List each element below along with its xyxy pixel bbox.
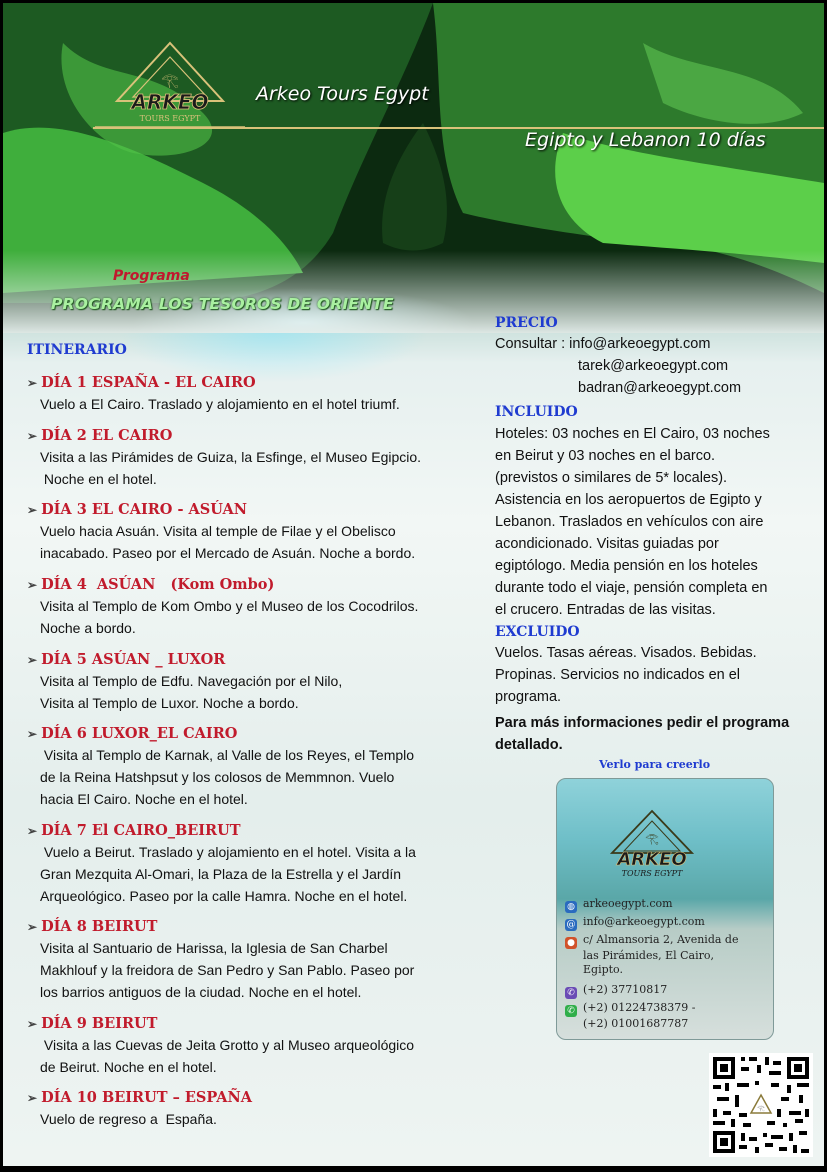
day-title: ➢ DÍA 10 BEIRUT – ESPAÑA — [27, 1089, 252, 1106]
brochure-page — [3, 3, 824, 1166]
programa-name: PROGRAMA LOS TESOROS DE ORIENTE — [51, 295, 394, 313]
svg-text:ARKEO: ARKEO — [617, 849, 687, 870]
arrow-icon: ➢ — [27, 503, 38, 517]
day-text: Visita al Templo de Edfu. Navegación por el Nilo, Visita al Templo de Luxor. Noche a bordo. — [40, 673, 343, 711]
globe-icon: ◍ — [565, 901, 577, 913]
excluido-text: Vuelos. Tasas aéreas. Visados. Bebidas. Propinas. Servicios no indicados en el programa. — [495, 645, 757, 705]
arkeo-logo — [95, 39, 245, 131]
at-icon: @ — [566, 920, 576, 930]
incluido-text: Hoteles: 03 noches en El Cairo, 03 noches en Beirut y 03 noches en el barco. (previstos o similares de 5* locales). Asistencia en los aeropuertos de Egipto y Lebanon. Traslados en vehículos con aire acondicionado. Visitas guiadas por egiptólogo. Media pensión en los hoteles durante todo el viaje, pensión completa en el crucero. Entradas de las visitas. — [495, 426, 770, 618]
svg-text:𓂀: 𓂀 — [757, 1105, 765, 1112]
day-title: ➢ DÍA 5 ASÚAN _ LUXOR — [27, 651, 226, 668]
day-title: ➢ DÍA 7 El CAIRO_BEIRUT — [27, 822, 241, 839]
precio-heading: PRECIO — [495, 315, 558, 331]
day-text: Vuelo de regreso a España. — [40, 1111, 217, 1127]
programa-label: Programa — [113, 268, 190, 284]
day-4 — [27, 575, 497, 639]
precio-consult — [495, 336, 710, 352]
arrow-icon: ➢ — [27, 1091, 38, 1105]
svg-text:𓂀: 𓂀 — [645, 832, 659, 845]
svg-text:𓂀: 𓂀 — [161, 73, 179, 89]
day-text: Vuelo a El Cairo. Traslado y alojamiento en el hotel triumf. — [40, 396, 400, 412]
day-text: Visita al Santuario de Harissa, la Iglesia de San Charbel Makhlouf y la freidora de San Pedro y San Pablo. Paseo por los barrios antiguos de la ciudad. Noche en el hotel. — [40, 940, 415, 1000]
svg-text:ARKEO: ARKEO — [131, 90, 209, 114]
day-title: ➢ DÍA 9 BEIRUT — [27, 1015, 158, 1032]
day-3 — [27, 500, 497, 564]
day-text: Visita a las Pirámides de Guiza, la Esfinge, el Museo Egipcio. Noche en el hotel. — [40, 449, 422, 487]
trip-title: Egipto y Lebanon 10 días — [525, 129, 766, 151]
qr-code[interactable] — [709, 1053, 813, 1157]
arrow-icon: ➢ — [27, 1017, 38, 1031]
day-title: ➢ DÍA 4 ASÚAN (Kom Ombo) — [27, 576, 275, 593]
svg-text:TOURS EGYPT: TOURS EGYPT — [139, 114, 201, 123]
viber-icon: ✆ — [565, 987, 577, 999]
day-title: ➢ DÍA 8 BEIRUT — [27, 918, 158, 935]
day-title: ➢ DÍA 1 ESPAÑA - EL CAIRO — [27, 374, 256, 391]
tagline: Verlo para creerlo — [599, 758, 711, 771]
day-8 — [27, 917, 497, 1003]
arrow-icon: ➢ — [27, 824, 38, 838]
consult-label: Consultar : — [495, 336, 570, 352]
day-text: Vuelo hacia Asuán. Visita al temple de Filae y el Obelisco inacabado. Paseo por el Mercado de Asuán. Noche a bordo. — [40, 523, 416, 561]
day-6 — [27, 724, 497, 810]
day-text: Visita al Templo de Karnak, al Valle de los Reyes, el Templo de la Reina Hatshpsut y los colosos de Memmnon. Vuelo hacia El Cairo. Noche en el hotel. — [40, 747, 415, 807]
contact-email[interactable]: @ info@arkeoegypt.com — [566, 915, 705, 930]
day-2 — [27, 426, 497, 490]
location-icon: ● — [565, 937, 577, 949]
incluido-heading: INCLUIDO — [495, 404, 578, 420]
contact-website[interactable]: ◍ arkeoegypt.com — [565, 897, 673, 913]
arrow-icon: ➢ — [27, 727, 38, 741]
contact-viber[interactable]: ✆ (+2) 37710817 — [565, 983, 667, 999]
arrow-icon: ➢ — [27, 920, 38, 934]
email-badran[interactable]: badran@arkeoegypt.com — [578, 380, 742, 396]
day-9 — [27, 1014, 497, 1078]
day-title: ➢ DÍA 2 EL CAIRO — [27, 427, 173, 444]
whatsapp-icon: ✆ — [565, 1005, 577, 1017]
day-title: ➢ DÍA 6 LUXOR_EL CAIRO — [27, 725, 238, 742]
day-10 — [27, 1088, 497, 1130]
day-5 — [27, 650, 497, 714]
email-tarek[interactable]: tarek@arkeoegypt.com — [578, 358, 729, 374]
arrow-icon: ➢ — [27, 429, 38, 443]
contact-card — [556, 778, 774, 1040]
day-text: Vuelo a Beirut. Traslado y alojamiento en el hotel. Visita a la Gran Mezquita Al-Omari, la Plaza de la Estrella y el Jardín Arqueológico. Paseo por la calle Hamra. Noche en el hotel. — [40, 844, 416, 904]
more-info-text: Para más informaciones pedir el programa detallado. — [495, 715, 790, 753]
contact-address: ● c/ Almansoria 2, Avenida de las Pirámides, El Cairo, Egipto. — [565, 933, 738, 977]
svg-text:TOURS EGYPT: TOURS EGYPT — [621, 869, 683, 878]
itinerary-heading: ITINERARIO — [27, 342, 127, 358]
day-title: ➢ DÍA 3 EL CAIRO - ASÚAN — [27, 501, 247, 518]
arrow-icon: ➢ — [27, 653, 38, 667]
day-text: Visita al Templo de Kom Ombo y el Museo de los Cocodrilos. Noche a bordo. — [40, 598, 419, 636]
arrow-icon: ➢ — [27, 578, 38, 592]
excluido-heading: EXCLUIDO — [495, 624, 580, 640]
arrow-icon: ➢ — [27, 376, 38, 390]
brand-title: Arkeo Tours Egypt — [256, 83, 429, 105]
day-1 — [27, 373, 497, 415]
contact-whatsapp[interactable]: ✆ (+2) 01224738379 - (+2) 01001687787 — [565, 1001, 696, 1031]
card-logo — [577, 809, 727, 879]
day-text: Visita a las Cuevas de Jeita Grotto y al Museo arqueológico de Beirut. Noche en el hotel. — [40, 1037, 415, 1075]
day-7 — [27, 821, 497, 907]
email-info[interactable]: info@arkeoegypt.com — [569, 336, 711, 352]
